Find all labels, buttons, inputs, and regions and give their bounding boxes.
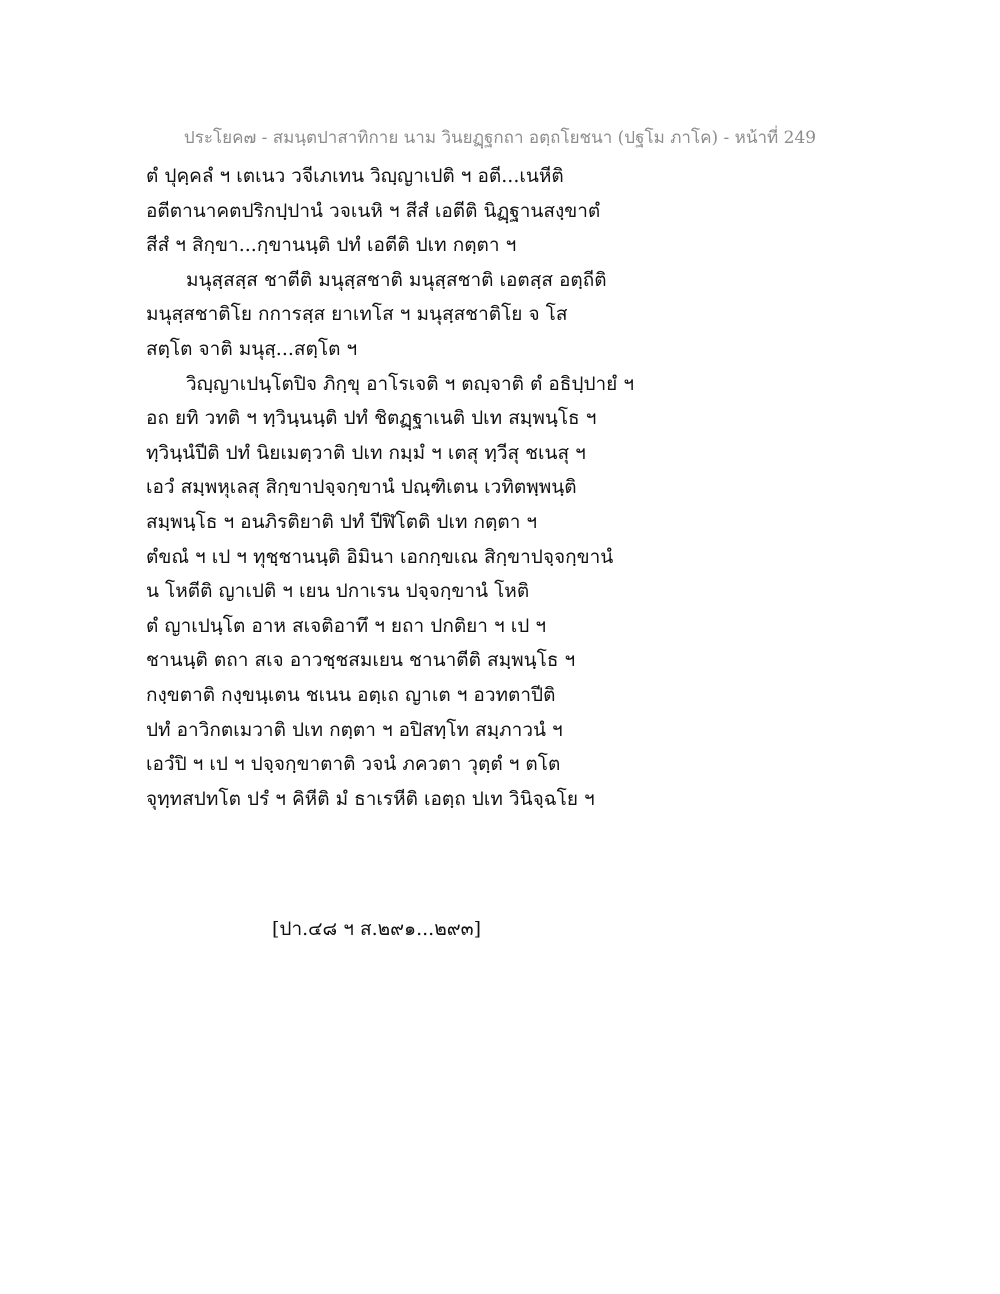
page-header: ประโยค๗ - สมนฺตปาสาทิกาย นาม วินยฏฺฐกถา อตฺถโยชนา (ปฐโม ภาโค) - หน้าที่ 249	[183, 128, 817, 148]
text-line: กงฺขตาติ กงฺขนฺเตน ชเนน อตฺเถ ญาเต ฯ อวทตาปีติ	[146, 683, 556, 706]
text-line: เอวํปิ ฯ เป ฯ ปจฺจกฺขาตาติ วจนํ ภควตา วุตฺตํ ฯ ตโต	[146, 753, 561, 776]
text-line: เอวํ สมฺพหุเลสุ สิกฺขาปจฺจกฺขานํ ปณฺฑิเตน เวทิตพฺพนฺติ	[146, 476, 577, 499]
body-text	[146, 159, 866, 816]
text-line: สตฺโต จาติ มนุสฺ...สตฺโต ฯ	[146, 337, 358, 360]
text-line: อตีตานาคตปริกปฺปานํ วจเนหิ ฯ สีสํ เอตีติ นิฏฺฐานสงฺขาตํ	[146, 199, 601, 222]
text-line: อถ ยทิ วทติ ฯ ทฺวินฺนนฺติ ปทํ ชิตฏฺฐาเนติ ปเท สมฺพนฺโธ ฯ	[146, 407, 597, 430]
text-line: ปทํ อาวิกตเมวาติ ปเท กตฺตา ฯ อปิสทฺโท สมฺภาวนํ ฯ	[146, 718, 563, 741]
text-line: ทฺวินฺนํปีติ ปทํ นิยเมตฺวาติ ปเท กมฺมํ ฯ เตสุ ทฺวีสุ ชเนสุ ฯ	[146, 441, 586, 464]
text-line: ตํ ญาเปนฺโต อาห สเจติอาทึ ฯ ยถา ปกติยา ฯ เป ฯ	[146, 614, 546, 637]
text-line: สมฺพนฺโธ ฯ อนภิรติยาติ ปทํ ปีฬิโตติ ปเท กตฺตา ฯ	[146, 510, 538, 533]
text-line: จุทฺทสปทโต ปรํ ฯ คิหีติ มํ ธาเรหีติ เอตฺถ ปเท วินิจฺฉโย ฯ	[146, 787, 595, 810]
text-line: มนุสฺสสฺส ชาตีติ มนุสฺสชาติ มนุสฺสชาติ เอตสฺส อตฺถีติ	[186, 268, 607, 291]
text-line: ตํขณํ ฯ เป ฯ ทุชฺชานนฺติ อิมินา เอกกฺขเณ สิกฺขาปจฺจกฺขานํ	[146, 545, 614, 568]
text-line: ตํ ปุคฺคลํ ฯ เตเนว วจีเภเทน วิญฺญาเปติ ฯ อตี...เนหีติ	[146, 165, 564, 187]
text-line: สีสํ ฯ สิกฺขา...กฺขานนฺติ ปทํ เอตีติ ปเท กตฺตา ฯ	[146, 234, 517, 257]
text-line: ชานนฺติ ตถา สเจ อาวชฺชสมเยน ชานาตีติ สมฺพนฺโธ ฯ	[146, 649, 576, 672]
text-line: วิญฺญาเปนฺโตปิจ ภิกฺขุ อาโรเจติ ฯ ตญฺจาติ ตํ อธิปฺปายํ ฯ	[186, 372, 635, 395]
text-line: น โหตีติ ญาเปติ ฯ เยน ปกาเรน ปจฺจกฺขานํ โหติ	[146, 580, 530, 603]
text-line: มนุสฺสชาติโย กการสฺส ยาเทโส ฯ มนุสฺสชาติโย จ โส	[146, 303, 568, 326]
page-reference: [ปา.๔๘ ฯ ส.๒๙๑...๒๙๓]	[272, 918, 482, 940]
